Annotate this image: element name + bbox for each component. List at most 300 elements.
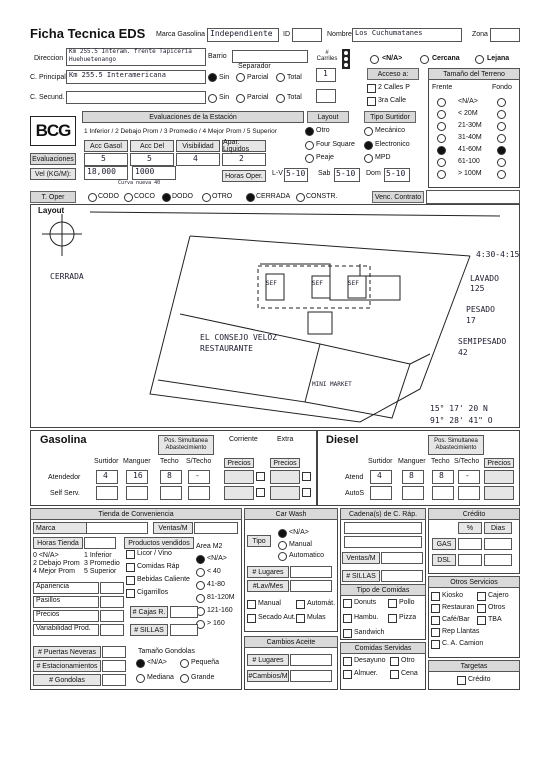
tienda-producto-checkbox-3[interactable] bbox=[126, 589, 135, 598]
aceite-cambios-field[interactable] bbox=[290, 670, 332, 682]
tienda-pasillos-label: Pasillos bbox=[33, 596, 99, 608]
gas-atendedor-field-1[interactable] bbox=[126, 470, 148, 484]
c-secund-label: C. Secund. bbox=[30, 94, 65, 101]
gas-precio-self-1[interactable] bbox=[270, 486, 300, 500]
terreno-frente-radio[interactable] bbox=[437, 110, 446, 119]
credito-gas-label: GAS bbox=[432, 538, 456, 550]
canopy-small bbox=[308, 312, 332, 334]
gasolina-techo: Techo bbox=[160, 458, 179, 465]
tienda-gondolas-label: # Gondolas bbox=[33, 674, 101, 686]
eval-value-3: 2 bbox=[239, 154, 244, 163]
otros-checkbox-1[interactable] bbox=[477, 592, 486, 601]
gondola-na-radio[interactable] bbox=[136, 659, 145, 668]
terreno-option-label: 41-60M bbox=[458, 146, 482, 153]
tienda-cajas-field[interactable] bbox=[170, 606, 198, 618]
otros-checkbox-3[interactable] bbox=[477, 604, 486, 613]
gondola-pequena-label: Pequeña bbox=[191, 659, 220, 666]
eval-label-3: Apar. Liquidos bbox=[222, 140, 266, 152]
carwash-na-label: <N/A> bbox=[289, 529, 309, 536]
cadena-sillas-field[interactable] bbox=[381, 570, 423, 582]
island-label-2: SEF bbox=[312, 280, 323, 287]
restaurant-block bbox=[158, 314, 320, 402]
cadena-ventas-field[interactable] bbox=[381, 552, 423, 564]
tienda-estacionamientos-field[interactable] bbox=[102, 660, 126, 672]
otros-checkbox-2[interactable] bbox=[431, 604, 440, 613]
gas-self-field-2[interactable] bbox=[160, 486, 182, 500]
terreno-frente-radio[interactable] bbox=[437, 98, 446, 107]
credito-dsl-pct-field[interactable] bbox=[458, 554, 482, 566]
tienda-ventas-label: Ventas/M bbox=[153, 522, 193, 534]
road-top bbox=[90, 212, 500, 216]
minimarket-line bbox=[410, 354, 430, 364]
principal-parcial-label: Parcial bbox=[247, 74, 269, 81]
tienda-puertas-field[interactable] bbox=[102, 646, 126, 658]
tienda-scale-0: 0 <N/A> bbox=[33, 552, 59, 559]
carwash-manual-label: Manual bbox=[289, 541, 312, 548]
tienda-pasillos-field[interactable] bbox=[100, 596, 124, 608]
gondola-grande-radio[interactable] bbox=[180, 674, 189, 683]
carwash-automat-label: Automát. bbox=[307, 600, 336, 607]
layout-drawing-label: Layout bbox=[38, 206, 65, 215]
servida-cena-checkbox[interactable] bbox=[390, 670, 399, 679]
carwash-mulas-checkbox[interactable] bbox=[296, 614, 305, 623]
layout-sketch bbox=[30, 204, 518, 426]
principal-total-radio[interactable] bbox=[276, 73, 285, 82]
evaluaciones-title: Evaluaciones de la Estación bbox=[82, 111, 304, 123]
gas-precio-self-chk-0[interactable] bbox=[256, 488, 265, 497]
canopy-rect bbox=[258, 266, 370, 308]
island-1 bbox=[266, 274, 284, 300]
gas-self-field-0[interactable] bbox=[96, 486, 118, 500]
carwash-secado-checkbox[interactable] bbox=[247, 614, 256, 623]
aceite-cambios-label: #Cambios/M bbox=[247, 670, 289, 682]
gas-precio-self-chk-1[interactable] bbox=[302, 488, 311, 497]
lv-label: L-V bbox=[272, 170, 283, 177]
credito-pct-label: % bbox=[458, 522, 482, 534]
secund-parcial-label: Parcial bbox=[247, 94, 269, 101]
layout-four-square-radio[interactable] bbox=[305, 141, 314, 150]
vel-field-2[interactable] bbox=[132, 166, 176, 180]
gasolina-self-serv: Self Serv. bbox=[50, 490, 80, 497]
diesel-autos-field-3[interactable] bbox=[458, 486, 480, 500]
zona-label: Zona bbox=[472, 31, 488, 38]
surtidor-mecanico-radio[interactable] bbox=[364, 127, 373, 136]
direccion-field[interactable] bbox=[66, 48, 206, 66]
tienda-apariencia-field[interactable] bbox=[100, 582, 124, 594]
calle-3ra-label: 3ra Calle bbox=[378, 97, 407, 104]
comida-hambu-checkbox[interactable] bbox=[343, 614, 352, 623]
venc-contrato-button[interactable]: Venc. Contrato bbox=[372, 191, 424, 203]
layout-peaje-radio[interactable] bbox=[305, 154, 314, 163]
diesel-surtidor: Surtidor bbox=[368, 458, 393, 465]
terreno-title: Tamaño del Terreno bbox=[428, 68, 520, 80]
gas-self-field-3[interactable] bbox=[188, 486, 210, 500]
sab-value: 5-10 bbox=[336, 169, 356, 178]
comida-pizza-checkbox[interactable] bbox=[388, 614, 397, 623]
terreno-fondo-radio[interactable] bbox=[497, 146, 506, 155]
principal-parcial-radio[interactable] bbox=[236, 73, 245, 82]
cerrada-note: CERRADA bbox=[50, 272, 84, 281]
credito-dsl-dias-field[interactable] bbox=[484, 554, 512, 566]
secund-parcial-radio[interactable] bbox=[236, 94, 245, 103]
vel-field[interactable] bbox=[84, 166, 128, 180]
nombre-field[interactable] bbox=[352, 28, 462, 42]
carwash-lugares-label: # Lugares bbox=[247, 566, 289, 578]
gas-atendedor-value-2: 8 bbox=[167, 471, 172, 480]
servida-almuer-label: Almuer. bbox=[354, 670, 378, 677]
toper-label-5: CONSTR. bbox=[306, 193, 338, 200]
gasolina-extra: Extra bbox=[277, 436, 294, 443]
surtidor-mpd-label: MPD bbox=[375, 154, 391, 161]
carwash-lavmes-field[interactable] bbox=[290, 580, 332, 592]
terreno-fondo-radio[interactable] bbox=[497, 170, 506, 179]
tienda-area-label-5: > 160 bbox=[207, 620, 225, 627]
diesel-autos-field-1[interactable] bbox=[402, 486, 424, 500]
id-label: ID bbox=[283, 31, 290, 38]
tienda-ventas-field[interactable] bbox=[194, 522, 238, 534]
credito-gas-dias-field[interactable] bbox=[484, 538, 512, 550]
comida-donuts-label: Donuts bbox=[354, 599, 377, 606]
gas-precio-self-0[interactable] bbox=[224, 486, 254, 500]
dom-label: Dom bbox=[366, 170, 381, 177]
cadena-sillas-label: # SILLAS bbox=[342, 570, 380, 582]
gas-atendedor-value-3: - bbox=[195, 471, 200, 480]
tienda-area-label-3: 81-120M bbox=[207, 594, 235, 601]
carwash-manual-checkbox[interactable] bbox=[247, 600, 256, 609]
toper-radio-otro[interactable] bbox=[202, 193, 211, 202]
marca-label: Marca Gasolina bbox=[156, 31, 206, 38]
gas-atendedor-field-3[interactable] bbox=[188, 470, 210, 484]
secund-sin-label: Sin bbox=[219, 94, 230, 101]
restaurante-note: EL CONSEJO VELOZ RESTAURANTE bbox=[200, 333, 278, 353]
carwash-automatico-radio[interactable] bbox=[278, 552, 287, 561]
otros-label-6: Rep Llantas bbox=[442, 628, 480, 635]
road-edge bbox=[190, 236, 470, 256]
carwash-na-radio[interactable] bbox=[278, 529, 287, 538]
surtidor-mpd-radio[interactable] bbox=[364, 154, 373, 163]
terreno-option-label: > 100M bbox=[458, 170, 482, 177]
carwash-title: Car Wash bbox=[244, 508, 338, 520]
cadena-tipo-comidas: Tipo de Comidas bbox=[340, 584, 426, 596]
principal-sin-radio[interactable] bbox=[208, 73, 217, 82]
gondola-na-label: <N/A> bbox=[147, 659, 167, 666]
tienda-area-radio-0[interactable] bbox=[196, 555, 205, 564]
tienda-area-radio-3[interactable] bbox=[196, 594, 205, 603]
page-title: Ficha Tecnica EDS bbox=[30, 26, 146, 41]
aceite-title: Cambios Aceite bbox=[244, 636, 338, 648]
layout-otro-label: Otro bbox=[316, 127, 330, 134]
gasolina-precios-2: Precios bbox=[270, 458, 300, 468]
gondola-mediana-label: Mediana bbox=[147, 674, 174, 681]
tienda-cajas-label: # Cajas R. bbox=[130, 606, 168, 618]
aceite-lugares-field[interactable] bbox=[290, 654, 332, 666]
c-principal-value: Km 255.5 Interamericana bbox=[69, 71, 166, 79]
evaluaciones-scale: 1 Inferior / 2 Debajo Prom / 3 Promedio / 4 Mejor Prom / 5 Superior bbox=[84, 128, 277, 135]
tienda-producto-label-3: Cigarrillos bbox=[137, 589, 169, 596]
terreno-fondo-radio[interactable] bbox=[497, 122, 506, 131]
pesado-note: PESADO 17 bbox=[466, 305, 495, 325]
cadena-name-field-2[interactable] bbox=[344, 536, 422, 548]
layout-four-square-label: Four Square bbox=[316, 141, 355, 148]
terreno-frente-radio[interactable] bbox=[437, 158, 446, 167]
tienda-producto-checkbox-2[interactable] bbox=[126, 576, 135, 585]
otros-checkbox-0[interactable] bbox=[431, 592, 440, 601]
gondola-mediana-radio[interactable] bbox=[136, 674, 145, 683]
c-principal-field[interactable] bbox=[66, 70, 206, 84]
tienda-marca-field[interactable] bbox=[86, 522, 148, 534]
toper-label-3: OTRO bbox=[212, 193, 233, 200]
marca-value: Independiente bbox=[210, 29, 273, 38]
diesel-precio-autos[interactable] bbox=[484, 486, 514, 500]
gondola-pequena-radio[interactable] bbox=[180, 659, 189, 668]
secund-sin-radio[interactable] bbox=[208, 94, 217, 103]
gas-self-field-1[interactable] bbox=[126, 486, 148, 500]
evaluaciones-label: Evaluaciones bbox=[30, 153, 76, 165]
comida-sandwich-checkbox[interactable] bbox=[343, 629, 352, 638]
gasolina-stecho: S/Techo bbox=[186, 458, 212, 465]
tienda-puertas-label: # Puertas Neveras bbox=[33, 646, 101, 658]
gasolina-manguer: Manguer bbox=[123, 458, 151, 465]
surtidor-electronico-label: Electronico bbox=[375, 141, 410, 148]
tipo-surtidor-button[interactable]: Tipo Surtidor bbox=[364, 111, 416, 123]
toper-radio-dodo[interactable] bbox=[162, 193, 171, 202]
otros-checkbox-4[interactable] bbox=[431, 616, 440, 625]
gasolina-title: Gasolina bbox=[40, 434, 87, 446]
direccion-value-1: Km 255.5 Interam. frente Tapicería bbox=[69, 48, 192, 55]
tienda-sillas-label: # SILLAS bbox=[130, 624, 168, 636]
terreno-fondo-radio[interactable] bbox=[497, 134, 506, 143]
tienda-scale-5: 5 Superior bbox=[84, 568, 117, 575]
tienda-title: Tienda de Conveniencia bbox=[30, 508, 242, 520]
gas-precio-atend-1[interactable] bbox=[270, 470, 300, 484]
tienda-area-label-2: 41-80 bbox=[207, 581, 225, 588]
comida-hambu-label: Hambu. bbox=[354, 614, 379, 621]
tienda-horas-field[interactable] bbox=[84, 537, 116, 549]
venc-contrato-field[interactable] bbox=[426, 190, 520, 204]
island-label-3: SEF bbox=[348, 280, 359, 287]
tienda-area-label-0: <N/A> bbox=[207, 555, 227, 562]
diesel-atend-field-3[interactable] bbox=[458, 470, 480, 484]
tienda-horas-label: Horas Tienda bbox=[33, 537, 83, 549]
dom-field[interactable] bbox=[384, 168, 410, 182]
carriles-field[interactable] bbox=[316, 68, 336, 82]
eval-field-3[interactable] bbox=[222, 153, 266, 166]
zona-field[interactable] bbox=[490, 28, 520, 42]
diesel-atend-field-1[interactable] bbox=[402, 470, 424, 484]
eval-field-0[interactable] bbox=[84, 153, 128, 166]
tienda-producto-label-0: Licor / Vino bbox=[137, 550, 172, 557]
gas-atendedor-value-0: 4 bbox=[103, 471, 108, 480]
gasolina-surtidor: Surtidor bbox=[94, 458, 119, 465]
terreno-frente-radio[interactable] bbox=[437, 122, 446, 131]
diesel-precios: Precios bbox=[484, 458, 514, 468]
diesel-autos-field-0[interactable] bbox=[370, 486, 392, 500]
eval-value-2: 4 bbox=[193, 154, 198, 163]
principal-sin-label: Sin bbox=[219, 74, 230, 81]
diesel-autos-field-2[interactable] bbox=[432, 486, 454, 500]
otros-label-5: TBA bbox=[488, 616, 502, 623]
nombre-label: Nombre bbox=[327, 31, 352, 38]
gas-atendedor-field-2[interactable] bbox=[160, 470, 182, 484]
c-secund-field[interactable] bbox=[66, 91, 206, 104]
toper-label-1: COCO bbox=[134, 193, 155, 200]
id-field[interactable] bbox=[292, 28, 322, 42]
carwash-manual-chk-label: Manual bbox=[258, 600, 281, 607]
targetas-credito-checkbox[interactable] bbox=[457, 676, 466, 685]
traffic-light-icon bbox=[340, 48, 352, 70]
diesel-autos: AutoS bbox=[345, 490, 365, 497]
diesel-manguer: Manguer bbox=[398, 458, 426, 465]
servida-otro-checkbox[interactable] bbox=[390, 657, 399, 666]
carwash-lugares-field[interactable] bbox=[290, 566, 332, 578]
otros-checkbox-5[interactable] bbox=[477, 616, 486, 625]
lv-field[interactable] bbox=[284, 168, 308, 182]
gasolina-corriente: Corriente bbox=[229, 436, 258, 443]
tienda-area-label: Area M2 bbox=[196, 543, 223, 550]
direccion-label: Direccion bbox=[34, 55, 64, 62]
cercana-label: Cercana bbox=[432, 55, 460, 62]
layout-button[interactable]: Layout bbox=[307, 111, 349, 123]
carwash-lavmes-label: #Lav/Mes bbox=[247, 580, 289, 592]
cadena-name-field-1[interactable] bbox=[344, 522, 422, 534]
hours-note: 4:30-4:15 bbox=[476, 250, 520, 259]
terreno-frente-radio[interactable] bbox=[437, 134, 446, 143]
credito-gas-pct-field[interactable] bbox=[458, 538, 482, 550]
toper-radio-coco[interactable] bbox=[124, 193, 133, 202]
carriles-secund-field[interactable] bbox=[316, 89, 336, 103]
toper-radio-cerrada[interactable] bbox=[246, 193, 255, 202]
sab-field[interactable] bbox=[334, 168, 360, 182]
tienda-area-radio-1[interactable] bbox=[196, 568, 205, 577]
tienda-precios-field[interactable] bbox=[100, 610, 124, 622]
secund-total-radio[interactable] bbox=[276, 94, 285, 103]
lejana-label: Lejana bbox=[487, 55, 510, 62]
vel-value-2: 1000 bbox=[135, 167, 155, 176]
comida-donuts-checkbox[interactable] bbox=[343, 599, 352, 608]
sab-label: Sab bbox=[318, 170, 331, 177]
tienda-producto-checkbox-0[interactable] bbox=[126, 550, 135, 559]
diesel-precio-atend[interactable] bbox=[484, 470, 514, 484]
carwash-automat-checkbox[interactable] bbox=[296, 600, 305, 609]
diesel-atend-value-0: 4 bbox=[377, 471, 382, 480]
otros-checkbox-6[interactable] bbox=[431, 628, 440, 637]
diesel-atend-value-3: - bbox=[465, 471, 470, 480]
terreno-option-label: 61-100 bbox=[458, 158, 480, 165]
diesel-pos-simultanea: Pos. Simultanea Abastecimiento bbox=[428, 435, 484, 455]
comida-pollo-checkbox[interactable] bbox=[388, 599, 397, 608]
servida-desayuno-checkbox[interactable] bbox=[343, 657, 352, 666]
barrio-label: Barrio bbox=[208, 53, 227, 60]
cercana-radio[interactable] bbox=[420, 55, 429, 64]
tienda-tamano-gondolas: Tamaño Gondolas bbox=[138, 648, 195, 655]
bcg-logo bbox=[30, 116, 76, 146]
tienda-variabilidad-field[interactable] bbox=[100, 624, 124, 636]
diesel-stecho: S/Techo bbox=[454, 458, 480, 465]
carwash-automatico-label: Automatico bbox=[289, 552, 325, 559]
carwash-manual-radio[interactable] bbox=[278, 541, 287, 550]
servida-almuer-checkbox[interactable] bbox=[343, 670, 352, 679]
carwash-secado-label: Secado Aut. bbox=[258, 614, 296, 621]
tienda-area-radio-2[interactable] bbox=[196, 581, 205, 590]
island-label-1: SEF bbox=[266, 280, 277, 287]
tienda-area-label-4: 121-160 bbox=[207, 607, 233, 614]
credito-title: Crédito bbox=[428, 508, 520, 520]
acceso-button[interactable]: Acceso a: bbox=[367, 68, 419, 80]
otros-label-4: Café/Bar bbox=[442, 616, 470, 623]
surtidor-electronico-radio[interactable] bbox=[364, 141, 373, 150]
diesel-atend-field-0[interactable] bbox=[370, 470, 392, 484]
calles-2p-checkbox[interactable] bbox=[367, 84, 376, 93]
terreno-frente-radio[interactable] bbox=[437, 146, 446, 155]
otros-label-0: Kiosko bbox=[442, 592, 464, 599]
calle-3ra-checkbox[interactable] bbox=[367, 97, 376, 106]
carriles-label: # Carriles bbox=[316, 50, 338, 62]
calles-2p-label: 2 Calles P bbox=[378, 84, 410, 91]
lejana-radio[interactable] bbox=[475, 55, 484, 64]
terreno-fondo-radio[interactable] bbox=[497, 158, 506, 167]
terreno-frente-radio[interactable] bbox=[437, 170, 446, 179]
gas-atendedor-field-0[interactable] bbox=[96, 470, 118, 484]
gasolina-precios-1: Precios bbox=[224, 458, 254, 468]
na-radio[interactable] bbox=[370, 55, 379, 64]
tienda-producto-label-1: Comidas Ráp bbox=[137, 563, 180, 570]
carwash-tipo-label: Tipo bbox=[247, 535, 271, 547]
tienda-sillas-field[interactable] bbox=[170, 624, 198, 636]
eval-label-2: Visibilidad bbox=[176, 140, 220, 152]
diesel-techo: Techo bbox=[431, 458, 450, 465]
na-label: <N/A> bbox=[382, 55, 403, 62]
eval-field-2[interactable] bbox=[176, 153, 220, 166]
marca-field[interactable] bbox=[207, 28, 279, 42]
servida-desayuno-label: Desayuno bbox=[354, 657, 386, 664]
terreno-fondo-radio[interactable] bbox=[497, 110, 506, 119]
otros-title: Otros Servicios bbox=[428, 576, 520, 588]
eval-value-1: 5 bbox=[147, 154, 152, 163]
secund-total-label: Total bbox=[287, 94, 302, 101]
tienda-scale-1: 1 Inferior bbox=[84, 552, 112, 559]
tienda-variabilidad-label: Variabilidad Prod. bbox=[33, 624, 99, 636]
gas-precio-atend-0[interactable] bbox=[224, 470, 254, 484]
terreno-fondo-radio[interactable] bbox=[497, 98, 506, 107]
gas-precio-chk-1[interactable] bbox=[302, 472, 311, 481]
tienda-producto-checkbox-1[interactable] bbox=[126, 563, 135, 572]
barrio-field[interactable] bbox=[232, 50, 308, 63]
eval-field-1[interactable] bbox=[130, 153, 174, 166]
eval-label-1: Acc Del bbox=[130, 140, 174, 152]
gas-precio-chk-0[interactable] bbox=[256, 472, 265, 481]
diesel-atend-value-1: 8 bbox=[409, 471, 414, 480]
tienda-precios-label: Precios bbox=[33, 610, 99, 622]
tienda-marca-label: Marca bbox=[33, 522, 87, 534]
otros-checkbox-7[interactable] bbox=[431, 640, 440, 649]
gasolina-atendedor: Atendedor bbox=[48, 474, 81, 481]
lv-value: 5-10 bbox=[286, 169, 306, 178]
toper-radio-codo[interactable] bbox=[88, 193, 97, 202]
terreno-option-label: 31-40M bbox=[458, 134, 482, 141]
diesel-atend-field-2[interactable] bbox=[432, 470, 454, 484]
toper-label-4: CERRADA bbox=[256, 193, 291, 200]
vel-value: 18,000 bbox=[87, 167, 116, 176]
toper-radio-constr[interactable] bbox=[296, 193, 305, 202]
layout-otro-radio[interactable] bbox=[305, 127, 314, 136]
terreno-option-label: < 20M bbox=[458, 110, 478, 117]
carriles-value: 1 bbox=[323, 69, 328, 78]
coord-o-note: 91° 28' 41" O bbox=[430, 416, 493, 425]
c-principal-label: C. Principal bbox=[30, 74, 66, 81]
diesel-title: Diesel bbox=[326, 434, 359, 446]
tienda-estacionamientos-label: # Estacionamientos bbox=[33, 660, 101, 672]
tienda-gondolas-field[interactable] bbox=[102, 674, 126, 686]
